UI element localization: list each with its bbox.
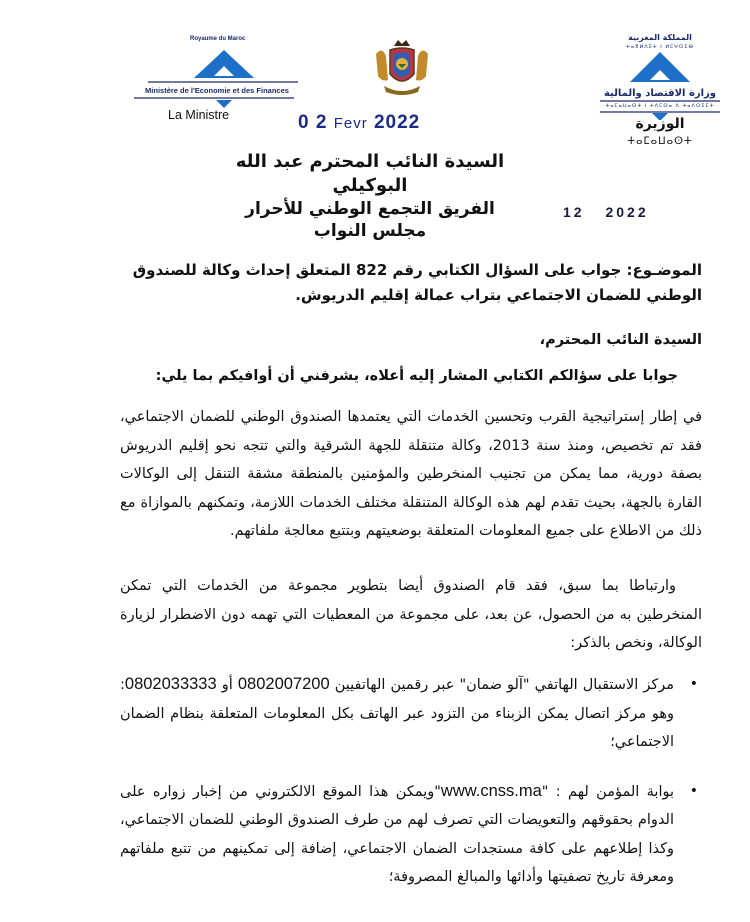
bullet-text: بوابة المؤمن لهم : " [541,783,675,800]
letter-subject: الموضـوع: جواب على السؤال الكتابي رقم 822 المتعلق إحداث وكالة للصندوق الوطني للضمان الاجتماعي بتراب عمالة إقليم الدريوش. [132,261,702,304]
addressee-group: الفريق التجمع الوطني للأحرار [245,199,495,219]
intro-line: جوابا على سؤالكم الكتابي المشار إليه أعلاه، يشرفني أن أوافيكم بما يلي: [155,368,678,384]
coat-of-arms-icon [372,36,432,100]
logo-kingdom-ar: المملكة المغربية [628,33,692,42]
date-stamp-year: 2022 [373,112,421,133]
date-stamp-day: 0 2 [298,112,328,133]
registration-day: 12 [563,204,585,220]
logo-chevron-icon [128,28,306,110]
bullet-text: أو [216,677,238,693]
sender-title: La Ministre [168,108,230,122]
website-link[interactable]: www.cnss.ma [440,781,542,800]
paragraph: في إطار إستراتيجية القرب وتحسين الخدمات التي يعتمدها الصندوق الوطني للضمان الاجتماعي، فقد تم تخصيص، ومنذ سنة 2013، وكالة متنقلة للجهة الشرقية والتي تتجه نحو إقليم الدريوش بصفة دورية، مما يمكن من تجنيب المنخرطين والمؤمنين بالمنطقة مشقة التنقل إلى الوكالات القارة بالجهة، بحيث تقدم لهم هذه الوكالة المتنقلة مختلف الخدمات اللازمة، وتمكنهم بالموازاة مع ذلك من الاطلاع على جميع المعلومات المتعلقة بوضعيتهم وبتتبع معالجة ملفاتهم. [120,409,702,539]
logo-minister-ar: الوزيرة [635,116,685,132]
list-item [120,777,702,892]
logo-ministry-tifinagh: ⵜⴰⵎⴰⵡⴰⵙⵜ ⵏ ⵜⴷⵎⵙⴰ ⴷ ⵜⴰⴷⵔⵉⵎⵜ [605,103,715,109]
logo-ministry-ar: وزارة الاقتصاد والمالية [603,88,717,99]
logo-kingdom-text: Royaume du Maroc [190,36,246,42]
date-stamp [298,112,420,134]
list-item [120,670,702,757]
logo-minister-tifinagh: ⵜⴰⵎⴰⵡⴰⵙⵜ [627,136,693,147]
addressee-name: السيدة النائب المحترم عبد الله البوكيلي [235,151,505,196]
salutation: السيدة النائب المحترم، [539,332,702,348]
bullet-text: مركز الاستقبال الهاتفي "آلو ضمان" عبر رقمين الهاتفيين [329,677,675,693]
addressee-institution: مجلس النواب [313,221,427,241]
ministry-logo-right [596,30,724,160]
registration-date [563,204,649,220]
bullet-text: "ويمكن هذا الموقع الالكتروني من إخبار زواره على الدوام بحقوقهم والتعويضات التي تصرف لهم من طرف الصندوق الوطني للضمان الاجتماعي، وكذا إطلاعهم على كافة مستجدات الضمان الاجتماعي، إضافة إلى تمكينهم من تتبع ملفاتهم ومعرفة تاريخ تصفيتها وأدائها والمبالغ المصروفة؛ [120,783,674,885]
registration-year: 2022 [605,204,649,220]
logo-kingdom-tifinagh: ⵜⴰⴳⵍⴷⵉⵜ ⵏ ⵍⵎⵖⵔⵉⴱ [626,44,694,50]
services-list [120,670,702,912]
bullet-icon: • [689,782,698,799]
addressee-block [200,150,540,242]
logo-ministry-text: Ministère de l'Economie et des Finances [145,86,289,95]
phone-number: 0802033333 [124,675,217,693]
bullet-text: : وهو مركز اتصال يمكن الزبناء من التزود عبر الهاتف بكل المعلومات المتعلقة بنظام الضمان الاجتماعي؛ [120,677,674,750]
phone-number: 0802007200 [237,675,330,693]
paragraph: وارتباطا بما سبق، فقد قام الصندوق أيضا بتطوير مجموعة من الخدمات التي تمكن المنخرطين به من الحصول، عن بعد، على مجموعة من المعطيات التي تهمه دون الاضطرار لزيارة الوكالة، ونخص بالذكر: [120,578,702,651]
date-stamp-month: Fevr [333,115,368,132]
bullet-icon: • [689,676,698,692]
ministry-logo-left [128,28,306,110]
